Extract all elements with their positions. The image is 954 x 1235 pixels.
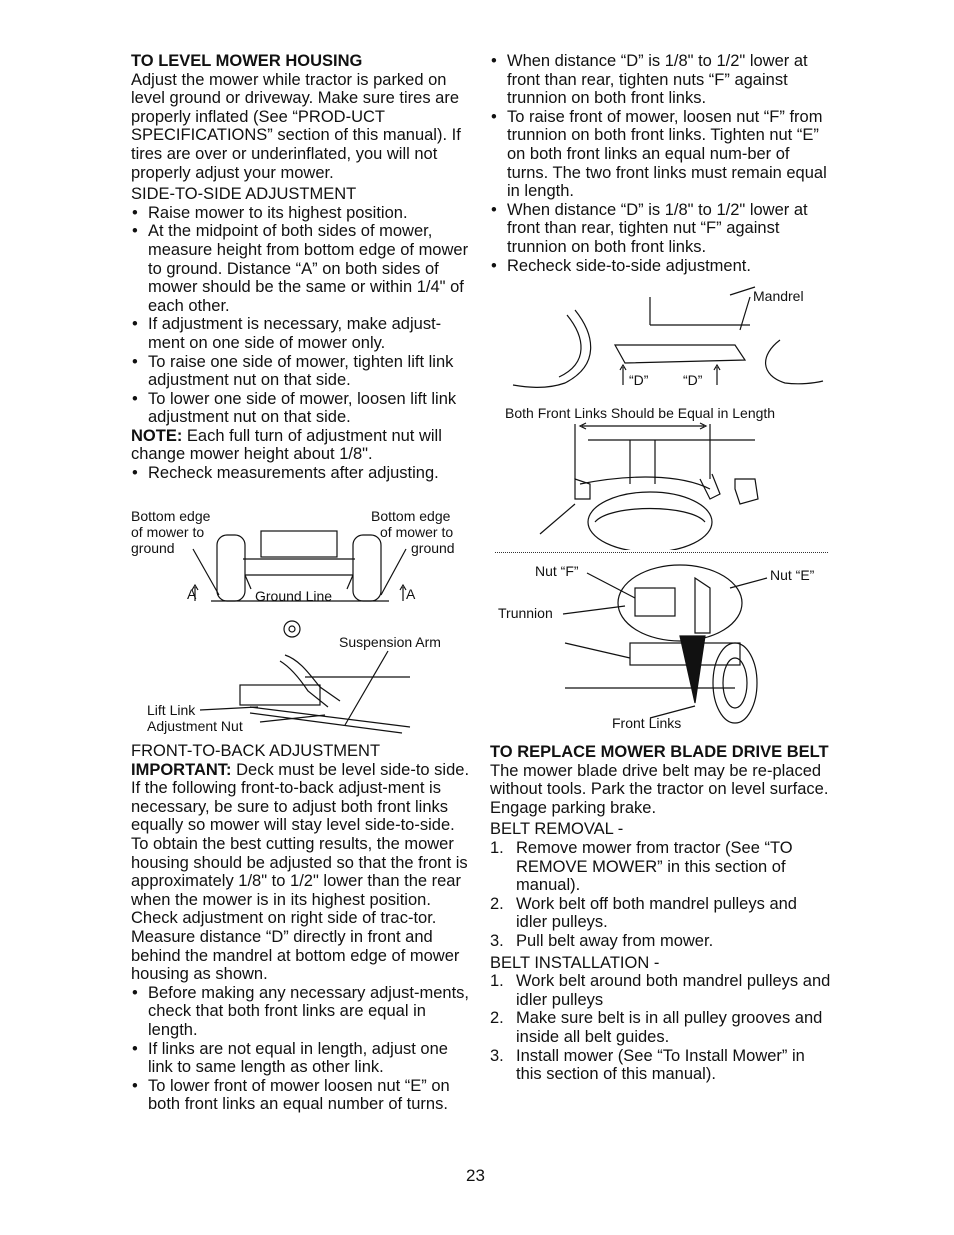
figure-ground-line — [131, 509, 466, 609]
nuts-trunnion-drawing — [495, 558, 830, 738]
adjustment-list — [490, 52, 832, 275]
belt-intro: The mower blade drive belt may be re-placed without tools. Park the tractor on level surface. Engage parking brake. — [490, 761, 829, 817]
right-column-top — [490, 52, 832, 275]
list-item: • Recheck measurements after adjusting. — [131, 464, 471, 483]
list-item: • To raise one side of mower, tighten lift link adjustment nut on that side. — [131, 353, 471, 390]
list-item: • Before making any necessary adjust-ments, check that both front links are equal in length. — [131, 984, 471, 1040]
side-to-side-list — [131, 204, 471, 427]
check-paragraph: Check adjustment on right side of trac-tor. Measure distance “D” directly in front and behind the mandrel at bottom edge of mower housing as shown. — [131, 909, 460, 984]
figure-suspension-arm — [140, 615, 470, 740]
step-text: Work belt off both mandrel pulleys and idler pulleys. — [516, 894, 797, 932]
list-item: • To raise front of mower, loosen nut “F” from trunnion on both front links. Tighten nut “E” on both front links an equal num-ber of turns. The two front links must remain equal in length. — [490, 108, 832, 201]
figure-nuts-trunnion — [495, 558, 830, 738]
bottom-edge-right-label-1: Bottom edge — [371, 508, 451, 524]
step-number: 1. — [490, 972, 504, 991]
list-item — [490, 839, 832, 895]
heading-level-mower: TO LEVEL MOWER HOUSING — [131, 52, 363, 70]
front-links-drawing — [490, 404, 830, 550]
bottom-edge-left-label-2: of mower to — [131, 524, 205, 540]
belt-installation-heading: BELT INSTALLATION - — [490, 953, 660, 972]
lift-link-label-1: Lift Link — [147, 702, 196, 718]
nut-f-label: Nut “F” — [535, 563, 579, 579]
step-text: Pull belt away from mower. — [516, 931, 714, 950]
list-item — [490, 972, 832, 1009]
list-item: • Raise mower to its highest position. — [131, 204, 471, 223]
mandrel-label: Mandrel — [753, 288, 804, 304]
distance-d-rear: “D” — [683, 372, 703, 388]
list-item: • When distance “D” is 1/8" to 1/2" lower at front than rear, tighten nuts “F” against trunnion on both front links. — [490, 52, 832, 108]
note-text: Each full turn of adjustment nut will change mower height about 1/8". — [131, 426, 442, 464]
list-item: • When distance “D” is 1/8" to 1/2" lower at front than rear, tighten nut “F” against trunnion on both front links. — [490, 201, 832, 257]
side-to-side-heading: SIDE-TO-SIDE ADJUSTMENT — [131, 185, 357, 204]
distance-d-front: “D” — [629, 372, 649, 388]
bottom-edge-left-label-1: Bottom edge — [131, 508, 211, 524]
recheck-list — [131, 464, 471, 483]
list-item: • If links are not equal in length, adjust one link to same length as other link. — [131, 1040, 471, 1077]
list-item — [490, 1047, 832, 1084]
figure-divider — [495, 552, 828, 553]
step-number: 3. — [490, 931, 504, 950]
page-number: 23 — [466, 1166, 485, 1185]
belt-removal-steps — [490, 839, 832, 951]
list-item: • At the midpoint of both sides of mower, measure height from bottom edge of mower to ground. Distance “A” on both sides of mower should be the same or within 1/4" of each other. — [131, 222, 471, 315]
trunnion-label: Trunnion — [498, 605, 553, 621]
bottom-edge-right-label-2: of mower to — [380, 524, 454, 540]
front-links-caption: Both Front Links Should be Equal in Length — [505, 405, 776, 421]
note-paragraph — [131, 427, 471, 464]
left-column-bottom — [131, 742, 471, 1114]
bottom-edge-left-label-3: ground — [131, 540, 175, 556]
list-item — [490, 1009, 832, 1046]
step-number: 3. — [490, 1046, 504, 1065]
step-number: 2. — [490, 1009, 504, 1028]
distance-a-right: A — [406, 586, 416, 602]
ground-line-label: Ground Line — [255, 588, 333, 604]
left-column-top — [131, 52, 471, 483]
suspension-arm-label: Suspension Arm — [339, 634, 441, 650]
step-number: 2. — [490, 894, 504, 913]
list-item — [490, 932, 832, 951]
list-item: • To lower one side of mower, loosen lift link adjustment nut on that side. — [131, 390, 471, 427]
list-item: • If adjustment is necessary, make adjust-ment on one side of mower only. — [131, 315, 471, 352]
step-text: Make sure belt is in all pulley grooves and inside all belt guides. — [516, 1009, 823, 1046]
right-column-bottom — [490, 743, 832, 1084]
important-paragraph — [131, 761, 471, 835]
belt-removal-heading: BELT REMOVAL - — [490, 820, 624, 839]
step-text: Install mower (See “To Install Mower” in this section of this manual). — [516, 1046, 805, 1084]
note-label: NOTE: — [131, 426, 183, 445]
figure-front-links — [490, 404, 830, 550]
bottom-edge-right-label-3: ground — [411, 540, 455, 556]
front-to-back-list — [131, 984, 471, 1114]
list-item — [490, 895, 832, 932]
nut-e-label: Nut “E” — [770, 567, 815, 583]
level-intro: Adjust the mower while tractor is parked on level ground or driveway. Make sure tires are properly inflated (See “PROD-UCT SPECIFICATIONS” section of this manual). If tires are over or underinflated, you will not properly adjust your mower. — [131, 70, 461, 182]
front-links-label: Front Links — [612, 715, 682, 731]
step-number: 1. — [490, 838, 504, 857]
step-text: Remove mower from tractor (See “TO REMOVE MOWER” in this section of manual). — [516, 838, 793, 895]
lift-link-label-2: Adjustment Nut — [147, 718, 243, 734]
important-text: Deck must be level side-to side. If the following front-to-back adjust-ment is necessary, be sure to adjust both front links equally so mower will stay level side-to-side. — [131, 760, 470, 835]
belt-installation-steps — [490, 972, 832, 1084]
step-text: Work belt around both mandrel pulleys and idler pulleys — [516, 972, 831, 1009]
distance-a-left: A — [187, 586, 197, 602]
list-item: • Recheck side-to-side adjustment. — [490, 257, 832, 276]
list-item: • To lower front of mower loosen nut “E” on both front links an equal number of turns. — [131, 1077, 471, 1114]
belt-heading: TO REPLACE MOWER BLADE DRIVE BELT — [490, 743, 829, 761]
obtain-paragraph: To obtain the best cutting results, the mower housing should be adjusted so that the front is approximately 1/8" to 1/2" lower than the rear when the mower is in its highest position. — [131, 834, 468, 909]
front-to-back-heading: FRONT-TO-BACK ADJUSTMENT — [131, 742, 381, 760]
figure-mandrel — [505, 285, 825, 400]
important-label: IMPORTANT: — [131, 760, 232, 779]
